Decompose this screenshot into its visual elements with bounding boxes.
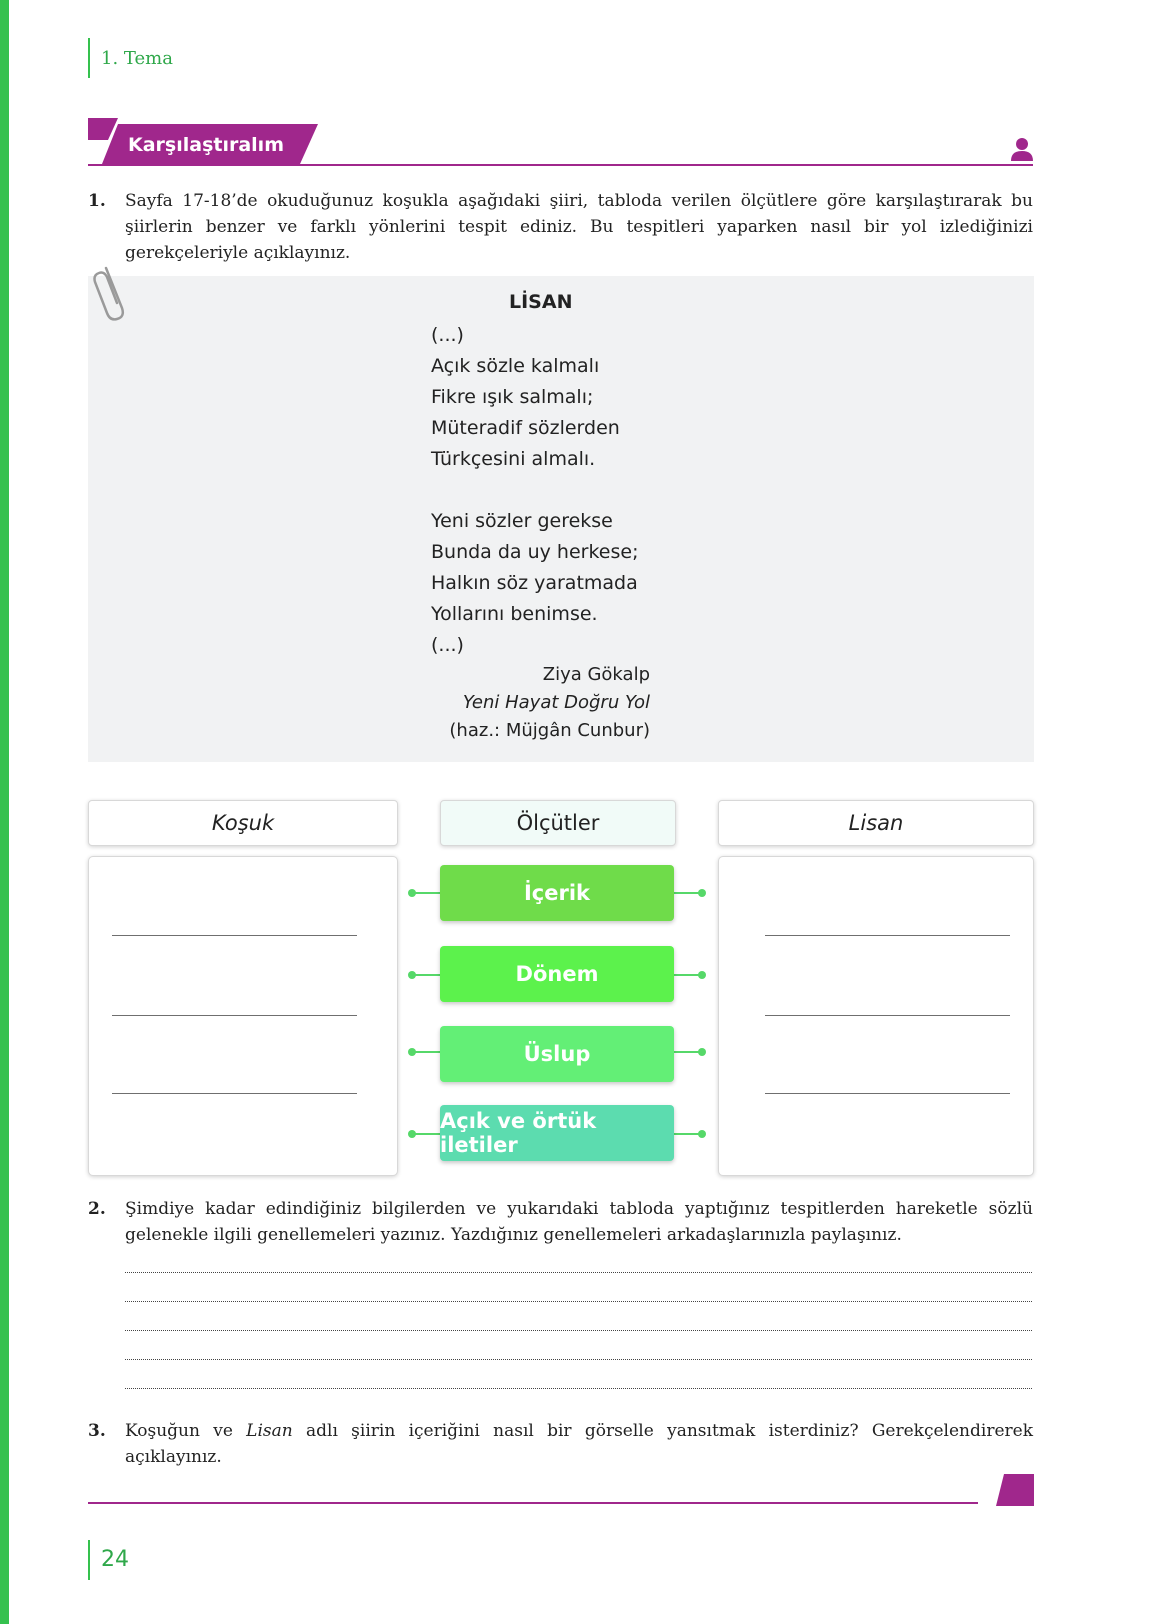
connector-dot xyxy=(408,1048,416,1056)
criterion-acik-ve-ortuk-iletiler: Açık ve örtük iletiler xyxy=(440,1105,674,1161)
poem-line: Türkçesini almalı. xyxy=(431,448,596,470)
connector-dot xyxy=(698,1130,706,1138)
answer-line[interactable] xyxy=(125,1330,1032,1331)
column-header-olcutler: Ölçütler xyxy=(440,800,676,846)
criterion-donem: Dönem xyxy=(440,946,674,1002)
section-title: Karşılaştıralım xyxy=(128,134,284,156)
lisan-answer-line[interactable] xyxy=(765,935,1010,936)
theme-label: 1. Tema xyxy=(101,48,173,69)
lisan-answer-line[interactable] xyxy=(765,1015,1010,1016)
poem-line: Fikre ışık salmalı; xyxy=(431,386,594,408)
answer-line[interactable] xyxy=(125,1272,1032,1273)
poem-line xyxy=(431,475,638,506)
poem-name-italic: Lisan xyxy=(246,1421,293,1441)
section-underline xyxy=(88,164,1033,166)
connector-left xyxy=(412,892,440,894)
lisan-answer-box[interactable] xyxy=(718,856,1034,1176)
connector-left xyxy=(412,1051,440,1053)
footer-line xyxy=(88,1502,978,1504)
header-divider xyxy=(88,38,90,78)
criterion-icerik: İçerik xyxy=(440,865,674,921)
poem-editor: (haz.: Müjgân Cunbur) xyxy=(449,720,650,741)
question-text: Şimdiye kadar edindiğiniz bilgilerden ve yukarıdaki tabloda yaptığınız tespitlerden hareketle sözlü gelenekle ilgili genellemeleri yazınız. Yazdığınız genellemeleri arkadaşlarınızla paylaşınız. xyxy=(125,1199,1033,1245)
footer-tab xyxy=(996,1474,1034,1506)
criterion-uslup: Üslup xyxy=(440,1026,674,1082)
lisan-answer-line[interactable] xyxy=(765,1093,1010,1094)
poem-line: Müteradif sözlerden xyxy=(431,417,620,439)
question-2 xyxy=(88,1196,1033,1248)
connector-dot xyxy=(698,889,706,897)
question-number: 1. xyxy=(88,191,106,211)
poem-line: Halkın söz yaratmada xyxy=(431,572,638,594)
poem-line: (...) xyxy=(431,634,464,656)
poem-line: Bunda da uy herkese; xyxy=(431,541,639,563)
poem-line: (...) xyxy=(431,324,464,346)
question-number: 2. xyxy=(88,1199,106,1219)
connector-dot xyxy=(408,971,416,979)
connector-left xyxy=(412,974,440,976)
column-header-kosuk: Koşuk xyxy=(88,800,398,846)
page-number: 24 xyxy=(101,1547,129,1572)
answer-line[interactable] xyxy=(125,1388,1032,1389)
question-number: 3. xyxy=(88,1421,106,1441)
individual-activity-icon xyxy=(1010,137,1034,161)
question-1 xyxy=(88,188,1033,266)
question-3 xyxy=(88,1418,1033,1470)
question-text: Koşuğun ve Lisan adlı şiirin içeriğini nasıl bir görselle yansıtmak isterdiniz? Gerekçelendirerek açıklayınız. xyxy=(125,1421,1034,1467)
poem-source-book: Yeni Hayat Doğru Yol xyxy=(462,692,650,713)
connector-left xyxy=(412,1133,440,1135)
poem-line: Açık sözle kalmalı xyxy=(431,355,600,377)
poem-author: Ziya Gökalp xyxy=(542,664,650,685)
kosuk-answer-line[interactable] xyxy=(112,935,357,936)
paperclip-icon xyxy=(92,262,132,322)
poem-title: LİSAN xyxy=(509,291,573,313)
connector-dot xyxy=(408,889,416,897)
kosuk-answer-line[interactable] xyxy=(112,1093,357,1094)
poem-line: Yollarını benimse. xyxy=(431,603,598,625)
connector-dot xyxy=(408,1130,416,1138)
connector-dot xyxy=(698,971,706,979)
column-header-lisan: Lisan xyxy=(718,800,1034,846)
question-text: Sayfa 17-18’de okuduğunuz koşukla aşağıdaki şiiri, tabloda verilen ölçütlere göre karşılaştırarak bu şiirlerin benzer ve farklı yönlerini tespit ediniz. Bu tespitleri yaparken nasıl bir yol izlediğinizi gerekçeleriyle açıklayınız. xyxy=(125,191,1033,263)
poem-lines xyxy=(431,320,638,661)
poem-line: Yeni sözler gerekse xyxy=(431,510,613,532)
page-number-divider xyxy=(88,1540,90,1580)
page-edge-stripe xyxy=(0,0,9,1624)
connector-dot xyxy=(698,1048,706,1056)
kosuk-answer-line[interactable] xyxy=(112,1015,357,1016)
answer-line[interactable] xyxy=(125,1301,1032,1302)
answer-line[interactable] xyxy=(125,1359,1032,1360)
kosuk-answer-box[interactable] xyxy=(88,856,398,1176)
